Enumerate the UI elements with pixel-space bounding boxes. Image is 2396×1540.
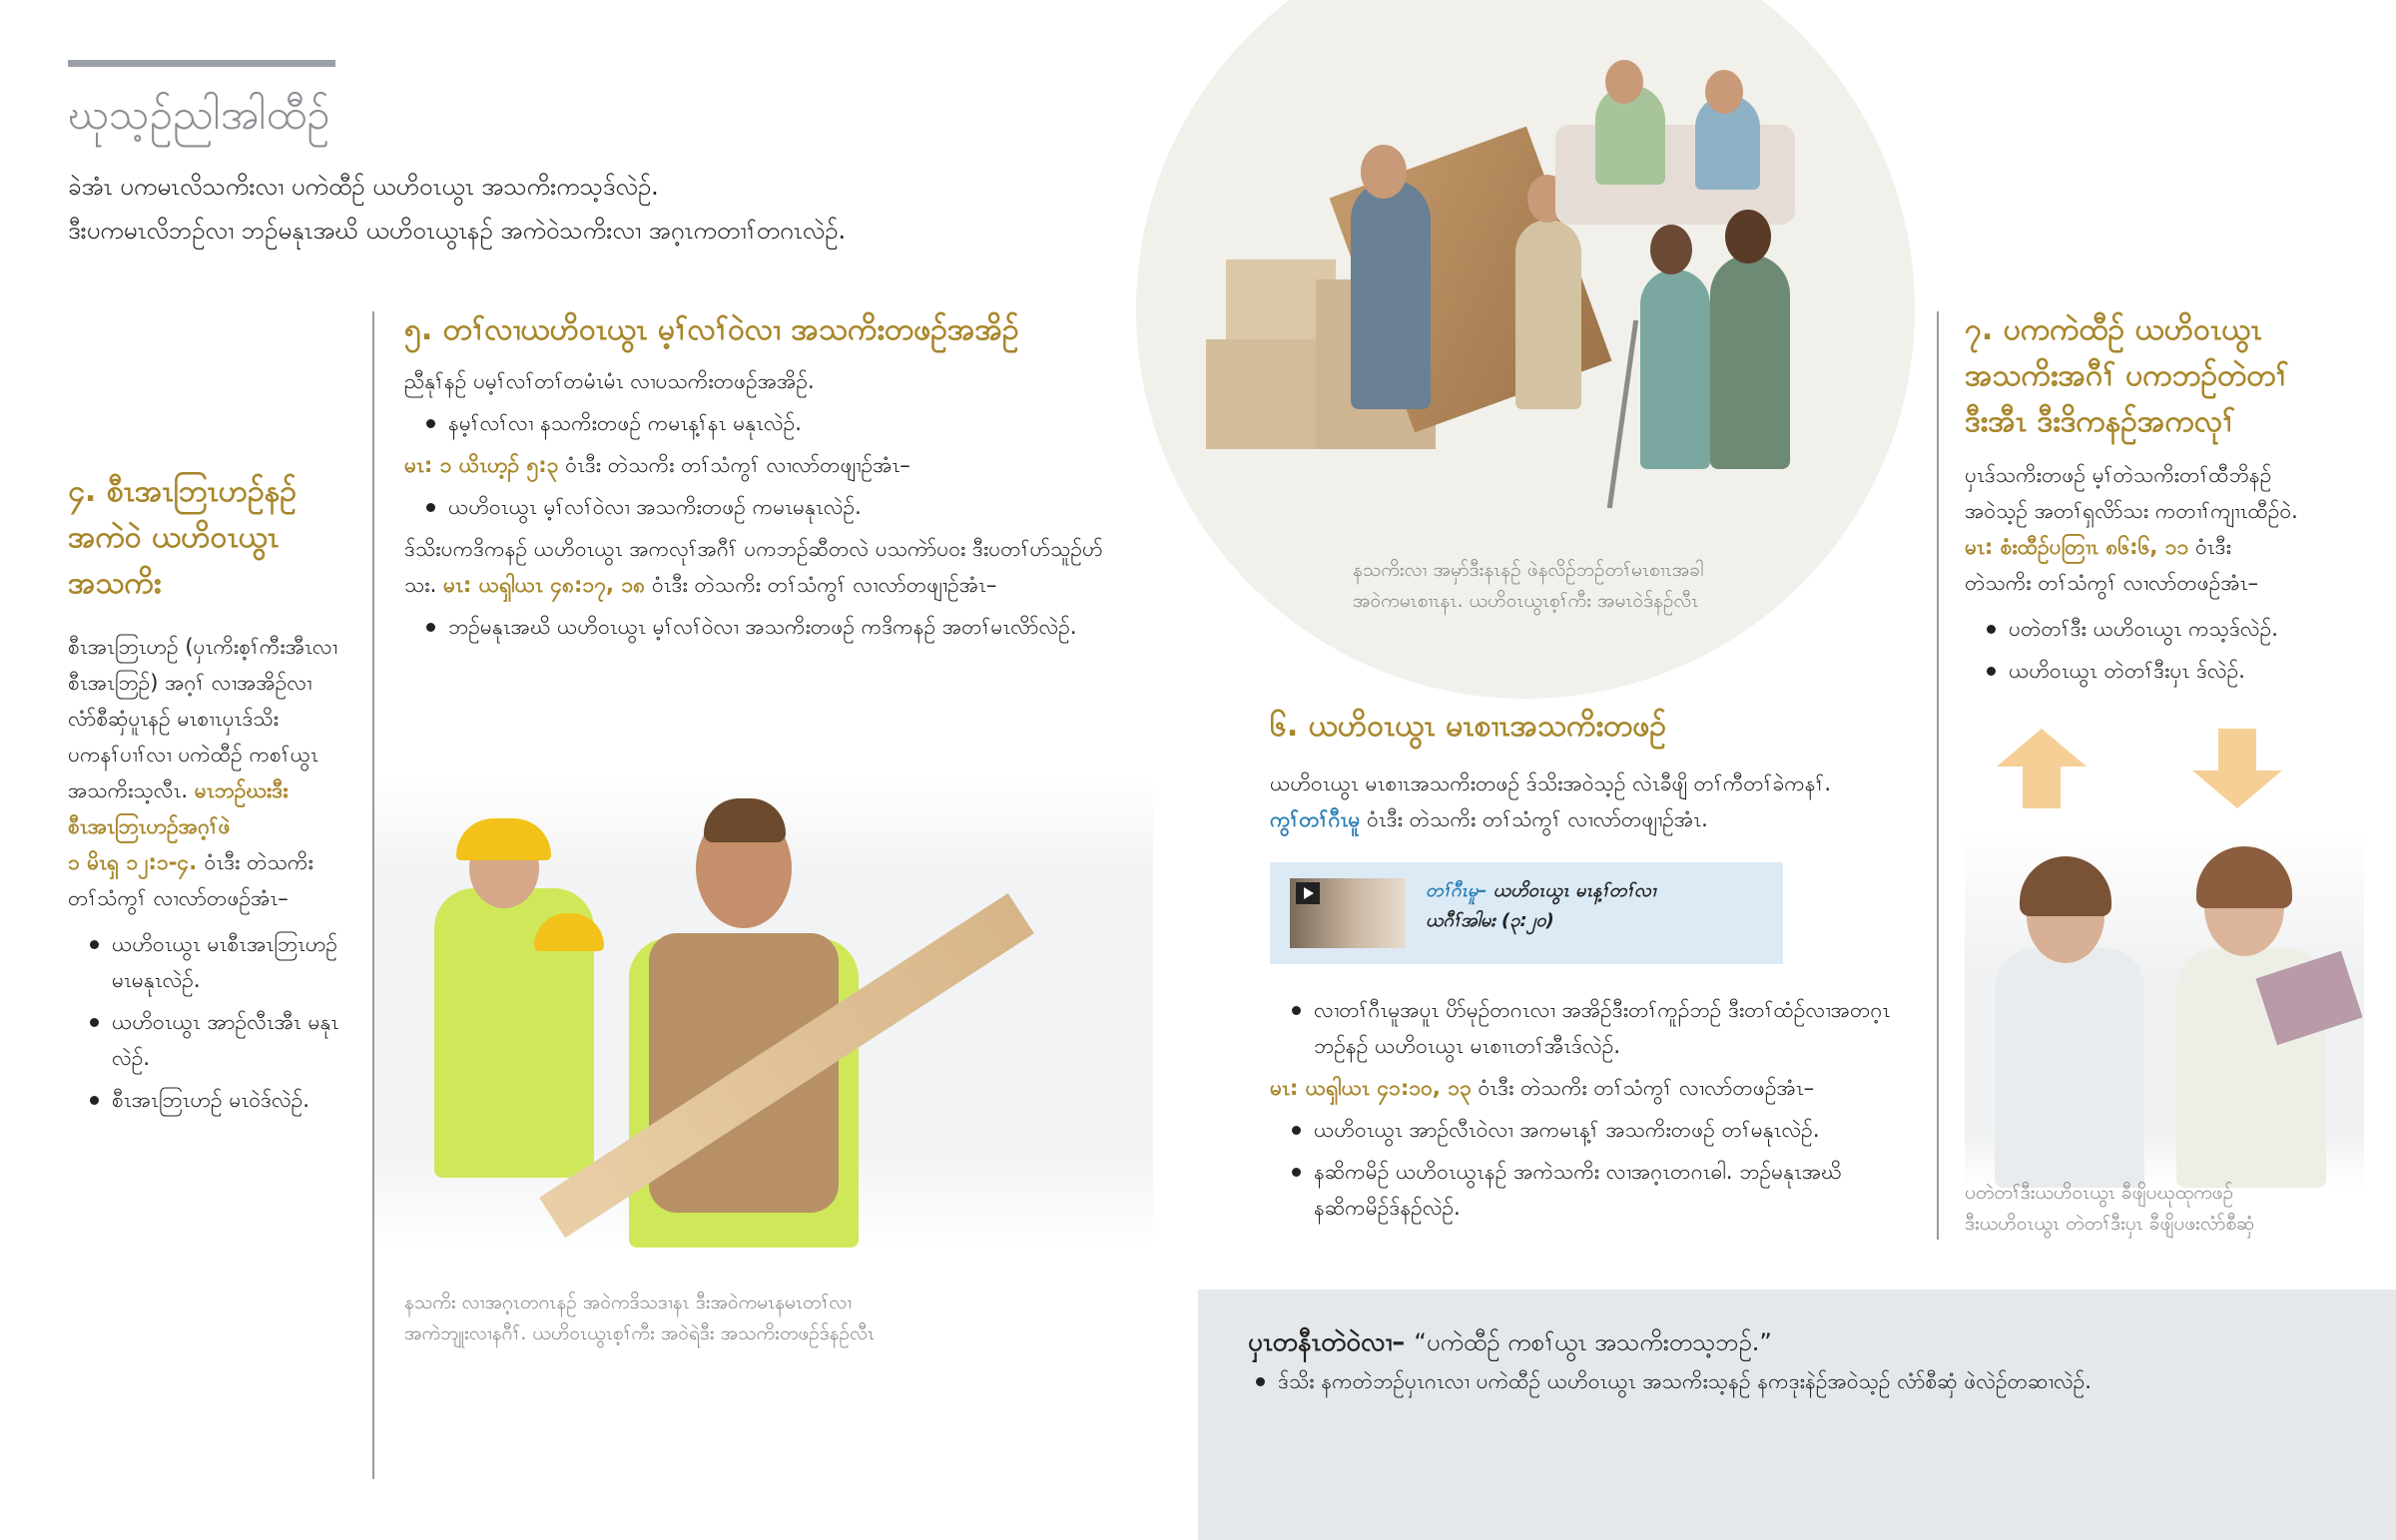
hard-hat-icon: [456, 818, 551, 860]
workers-caption: [404, 1287, 1163, 1349]
body-line: တဲသကိး တၢ်သံကွၢ် လၢလာ်တဖဉ်အံၤ–: [1965, 571, 2259, 595]
scripture-line: [1270, 1070, 1929, 1106]
body-text: ဝံၤဒီး တဲသကိး တၢ်သံကွၢ် လၢလာ်တဖျၢဉ်အံၤ.: [1360, 807, 1708, 831]
section-6: [1270, 704, 1929, 837]
body-line: အသကိးသ့လီၤ.: [68, 778, 189, 802]
list-item: [1288, 1154, 1929, 1226]
video-link[interactable]: ကွၢ်တၢ်ဂီၤမူ: [1270, 807, 1361, 831]
body-text: ဝံၤဒီး တဲသကိး တၢ်သံကွၢ် လၢလာ်တဖျၢဉ်အံၤ–: [645, 573, 997, 597]
arrow-up-icon: [1997, 729, 2087, 808]
video-caption-label: တၢ်ဂီၤမူ–: [1426, 880, 1494, 901]
think-about-label: ပှၤတနီၤတဲဝဲလၢ–: [1248, 1327, 1415, 1357]
list-item: ယဟိဝၤယွၤ အာဉ်လီၤဝဲလၢ အကမၤန့ၢ် အသကိးတဖဉ် တၢ်မနုၤလဲဉ်.: [1288, 1112, 1929, 1148]
man-head: [1650, 225, 1692, 274]
woman-head: [1705, 70, 1743, 114]
section-5-heading: ၅. တၢ်လၢယဟိဝၤယွၤ မ့ၢ်လၢ်ဝဲလၢ အသကိးတဖဉ်အအိဉ်: [404, 312, 1019, 347]
list-item: နမ့ၢ်လၢ်လၢ နသကိးတဖဉ် ကမၤန့ၢ်နၤ မနုၤလဲဉ်.: [422, 405, 1123, 441]
section-6-intro: [1270, 766, 1929, 837]
helper-man-figure: [1710, 255, 1790, 469]
man-carrying-figure: [1351, 180, 1431, 409]
list-item-line: နဆိကမိဉ်ဒ်နဉ်လဲဉ်.: [1314, 1196, 1461, 1220]
list-item-line: နဆိကမိဉ် ယဟိဝၤယွၤနဉ် အကဲသကိး လၢအဂ့ၤတဂၤဓါ. ဘဉ်မနုၤအဃိ: [1314, 1160, 1842, 1184]
section-5-para: [404, 531, 1123, 603]
moving-caption: [1353, 555, 1792, 617]
play-icon[interactable]: [1296, 882, 1320, 904]
heading-line: ၇. ပကကဲထီဉ် ယဟိဝၤယွၤ: [1965, 312, 2262, 347]
intro-text: [68, 165, 1066, 253]
body-line: ဒ်သိးပကဒိကနဉ် ယဟိဝၤယွၤ အကလုၢ်အဂီၢ် ပကဘဉ်ဆီတလဲ ပသကဲာ်ပဝး ဒီးပတၢ်ပာ်သူဉ်ပာ်: [404, 537, 1103, 561]
scripture-line: [404, 447, 1123, 483]
list-item: ယဟိဝၤယွၤ မၤစီၤအၤဘြၤဟဉ် မၤမနုၤလဲဉ်.: [86, 926, 357, 998]
body-text: ဝံၤဒီး: [2188, 535, 2231, 559]
scripture-ref[interactable]: မၤ: ၁ ယိၤဟ့ၣ် ၅:၃: [404, 453, 559, 477]
man-head: [1361, 145, 1407, 199]
scripture-ref[interactable]: မၤ: ယၡါယၤ ၄၈:၁၇, ၁၈: [443, 573, 646, 597]
list-item: ယဟိဝၤယွၤ တဲတၢ်ဒီးပှၤ ဒ်လဲဉ်.: [1983, 653, 2384, 689]
body-line: တၢ်သံကွၢ် လၢလာ်တဖဉ်အံၤ–: [68, 886, 289, 910]
column-divider: [1937, 311, 1939, 1240]
think-about-statement: [1248, 1323, 2366, 1361]
praying-woman-figure: [1995, 948, 2144, 1188]
video-title: ယဂီၢ်အါမး (၃:၂၀): [1426, 910, 1554, 931]
list-item: ဘဉ်မနုၤအဃိ ယဟိဝၤယွၤ မ့ၢ်လၢ်ဝဲလၢ အသကိးတဖဉ် ကဒိကနဉ် အတၢ်မၤလိာ်လဲဉ်.: [422, 609, 1123, 645]
section-6-bullets: [1270, 992, 1929, 1064]
body-text: ဝံၤဒီး တဲသကိး တၢ်သံကွၢ် လၢလာ်တဖဉ်အံၤ–: [1471, 1076, 1815, 1100]
video-thumbnail[interactable]: [1290, 878, 1406, 948]
think-about-content: [1248, 1323, 2366, 1405]
video-caption: [1426, 876, 1765, 936]
list-item-line: လၢတၢ်ဂီၤမူအပူၤ ပိာ်မုဉ်တဂၤလၢ အအိဉ်ဒီးတၢ်ကူၣ်ဘဉ် ဒီးတၢ်ထံဉ်လၢအတဂ့ၤ: [1314, 998, 1891, 1022]
think-about-quote: “ပကဲထီဉ် ကစၢ်ယွၤ အသကိးတသ့ဘဉ်.”: [1414, 1328, 1772, 1356]
man-carrying-figure: [1515, 220, 1581, 409]
caption-line: ပတဲတၢ်ဒီးယဟိဝၤယွၤ ခီဖျိပဃုထုကဖဉ်: [1965, 1182, 2234, 1204]
heading-line: ၄. စီၤအၤဘြၤဟဉ်နဉ်: [68, 474, 297, 509]
worker-hair: [704, 798, 786, 842]
section-4-body: [68, 629, 357, 916]
section-7: [1965, 307, 2384, 695]
section-6-lower: [1270, 992, 1929, 1232]
body-text: သး.: [404, 573, 443, 597]
body-text: ဝံၤဒီး တဲသကိး တၢ်သံကွၢ် လၢလာ်တဖျၢဉ်အံၤ–: [558, 453, 910, 477]
section-6-heading: ၆. ယဟိဝၤယွၤ မၤစၢၤအသကိးတဖဉ်: [1270, 709, 1667, 744]
section-4-bullets: [68, 926, 357, 1118]
scripture-ref[interactable]: စီၤအၤဘြၤဟဉ်အဂ့ၢ်ဖဲ: [68, 814, 231, 838]
list-item: [1288, 992, 1929, 1064]
caption-line: ဒီးယဟိဝၤယွၤ တဲတၢ်ဒီးပှၤ ခီဖျိပဖးလံာ်စီဆှံ: [1965, 1213, 2255, 1235]
caption-line: အကဲဘျုးလၢနဂီၢ်. ယဟိဝၤယွၤစ့ၢ်ကီး အဝဲရဲဒီး အသကိးတဖဉ်ဒ်နဉ်လီၤ: [404, 1322, 875, 1344]
woman-head: [1605, 60, 1643, 104]
prayer-caption: [1965, 1178, 2384, 1240]
prayer-reading-illustration: [1965, 828, 2364, 1188]
section-5-bullets: [404, 405, 1123, 441]
caption-line: နသကိးလၢ အမှာ်ဒီးနၤနဉ် ဖဲနလိဉ်ဘဉ်တၢ်မၤစၢၤအခါ: [1353, 559, 1704, 581]
workers-illustration: [374, 778, 1153, 1248]
section-7-bullets: [1965, 611, 2384, 689]
arrow-down-icon: [2192, 729, 2282, 808]
intro-line: ခဲအံၤ ပကမၤလိသကိးလၢ ပကဲထီဉ် ယဟိဝၤယွၤ အသကိးကသ့ဒ်လဲဉ်.: [68, 173, 659, 201]
body-line: ယဟိဝၤယွၤ မၤစၢၤအသကိးတဖဉ် ဒ်သိးအဝဲသ့ဉ် လဲၤခီဖျိ တၢ်ကီတၢ်ခဲကနၢ်.: [1270, 771, 1832, 795]
section-4-heading: [68, 469, 357, 607]
video-title: ယဟိဝၤယွၤ မၤန့ၢ်တၢ်လၢ: [1493, 880, 1656, 901]
body-line: ပကနၢ်ပၢၢ်လၢ ပကဲထီဉ် ကစၢ်ယွၤ: [68, 743, 318, 767]
section-7-body: [1965, 457, 2384, 601]
think-about-panel: [1198, 1289, 2396, 1540]
scripture-ref[interactable]: မၤဘဉ်ဃးဒီး: [194, 778, 289, 802]
section-5-bullets: [404, 489, 1123, 525]
intro-line: ဒီးပကမၤလိဘဉ်လၢ ဘဉ်မနုၤအဃိ ယဟိဝၤယွၤနဉ် အကဲဝဲသကိးလၢ အဂ့ၤကတၢၢ်တဂၤလဲဉ်.: [68, 217, 847, 245]
page-title: ဃုသ့ဉ်ညါအါထီဉ်: [68, 90, 330, 139]
section-5: [404, 307, 1123, 651]
section-4: [68, 469, 357, 1124]
section-7-heading: [1965, 307, 2384, 445]
list-item: ယဟိဝၤယွၤ အာဉ်လီၤအီၤ မနုၤလဲဉ်.: [86, 1004, 357, 1076]
title-rule: [68, 60, 335, 67]
body-line: စီၤအၤဘြၤဟဉ် (ပှၤကိးစ့ၢ်ကီးအီၤလၢ: [68, 635, 338, 659]
list-item: ပတဲတၢ်ဒီး ယဟိဝၤယွၤ ကသ့ဒ်လဲဉ်.: [1983, 611, 2384, 647]
body-line: စီၤအၤဘြဉ်) အဂ့ၢ် လၢအအိဉ်လၢ: [68, 671, 312, 695]
caption-line: အဝဲကမၤစၢၤနၤ. ယဟိဝၤယွၤစ့ၢ်ကီး အမၤဝဲဒ်နဉ်လီၤ: [1353, 590, 1699, 612]
woman-hair: [2020, 856, 2111, 916]
heading-line: အသကိးအဂီၢ် ပကဘဉ်တဲတၢ်: [1965, 358, 2289, 393]
caption-line: နသကိး လၢအဂ့ၤတဂၤနဉ် အဝဲကဒိသဒၢနၤ ဒီးအဝဲကမၤနမၤတၢ်လၢ: [404, 1291, 853, 1313]
section-6-bullets: [1270, 1112, 1929, 1226]
list-item: စီၤအၤဘြၤဟဉ် မၤဝဲဒ်လဲဉ်.: [86, 1082, 357, 1118]
body-line: ပှၤဒ်သကိးတဖဉ် မ့ၢ်တဲသကိးတၢ်ထီဘိနဉ်: [1965, 463, 2272, 487]
list-item-line: ဘဉ်နဉ် ယဟိဝၤယွၤ မၤစၢၤတၢ်အီၤဒ်လဲဉ်.: [1314, 1034, 1621, 1058]
section-5-bullets: [404, 609, 1123, 645]
list-item: ဒ်သိး နကတဲဘဉ်ပှၤဂၤလၢ ပကဲထီဉ် ယဟိဝၤယွၤ အသကိးသ့နဉ် နကဒုးနဲဉ်အဝဲသ့ဉ် လံာ်စီဆှံ ဖဲလဲဉ်တဆၢလဲဉ်.: [1252, 1363, 2366, 1399]
heading-line: ဒီးအီၤ ဒီးဒိကနဉ်အကလုၢ်: [1965, 404, 2235, 439]
section-5-intro: ညီနုၢ်နဉ် ပမ့ၢ်လၢ်တၢ်တမံၤမံၤ လၢပသကိးတဖဉ်အအိဉ်.: [404, 369, 815, 393]
list-item: ယဟိဝၤယွၤ မ့ၢ်လၢ်ဝဲလၢ အသကိးတဖဉ် ကမၤမနုၤလဲဉ်.: [422, 489, 1123, 525]
body-text: ဝံၤဒီး တဲသကိး: [204, 850, 313, 874]
body-line: အဝဲသ့ဉ် အတၢ်ရှလိာ်သး ကတၢၢ်ကျၢၤထီဉ်ဝဲ.: [1965, 499, 2298, 523]
crutch-icon: [1607, 320, 1638, 509]
injured-man-figure: [1640, 269, 1710, 469]
heading-line: အသကိး: [68, 566, 162, 601]
heading-line: အကဲဝဲ ယဟိဝၤယွၤ: [68, 520, 280, 555]
scripture-ref[interactable]: ၁ မိၤရှ ၁၂:၁-၄.: [68, 850, 205, 874]
scripture-ref[interactable]: မၤ: စံးထီဉ်ပတြၢၤ ၈၆:၆, ၁၁: [1965, 535, 2189, 559]
body-line: လံာ်စီဆှံပူၤနဉ် မၤစၢၤပှၤဒ်သိး: [68, 707, 280, 731]
think-about-bullets: [1248, 1363, 2366, 1399]
video-card[interactable]: [1270, 862, 1783, 964]
man-head: [1725, 210, 1771, 263]
scripture-ref[interactable]: မၤ: ယၡါယၤ ၄၁:၁၀, ၁၃: [1270, 1076, 1472, 1100]
woman-hair: [2196, 846, 2292, 908]
